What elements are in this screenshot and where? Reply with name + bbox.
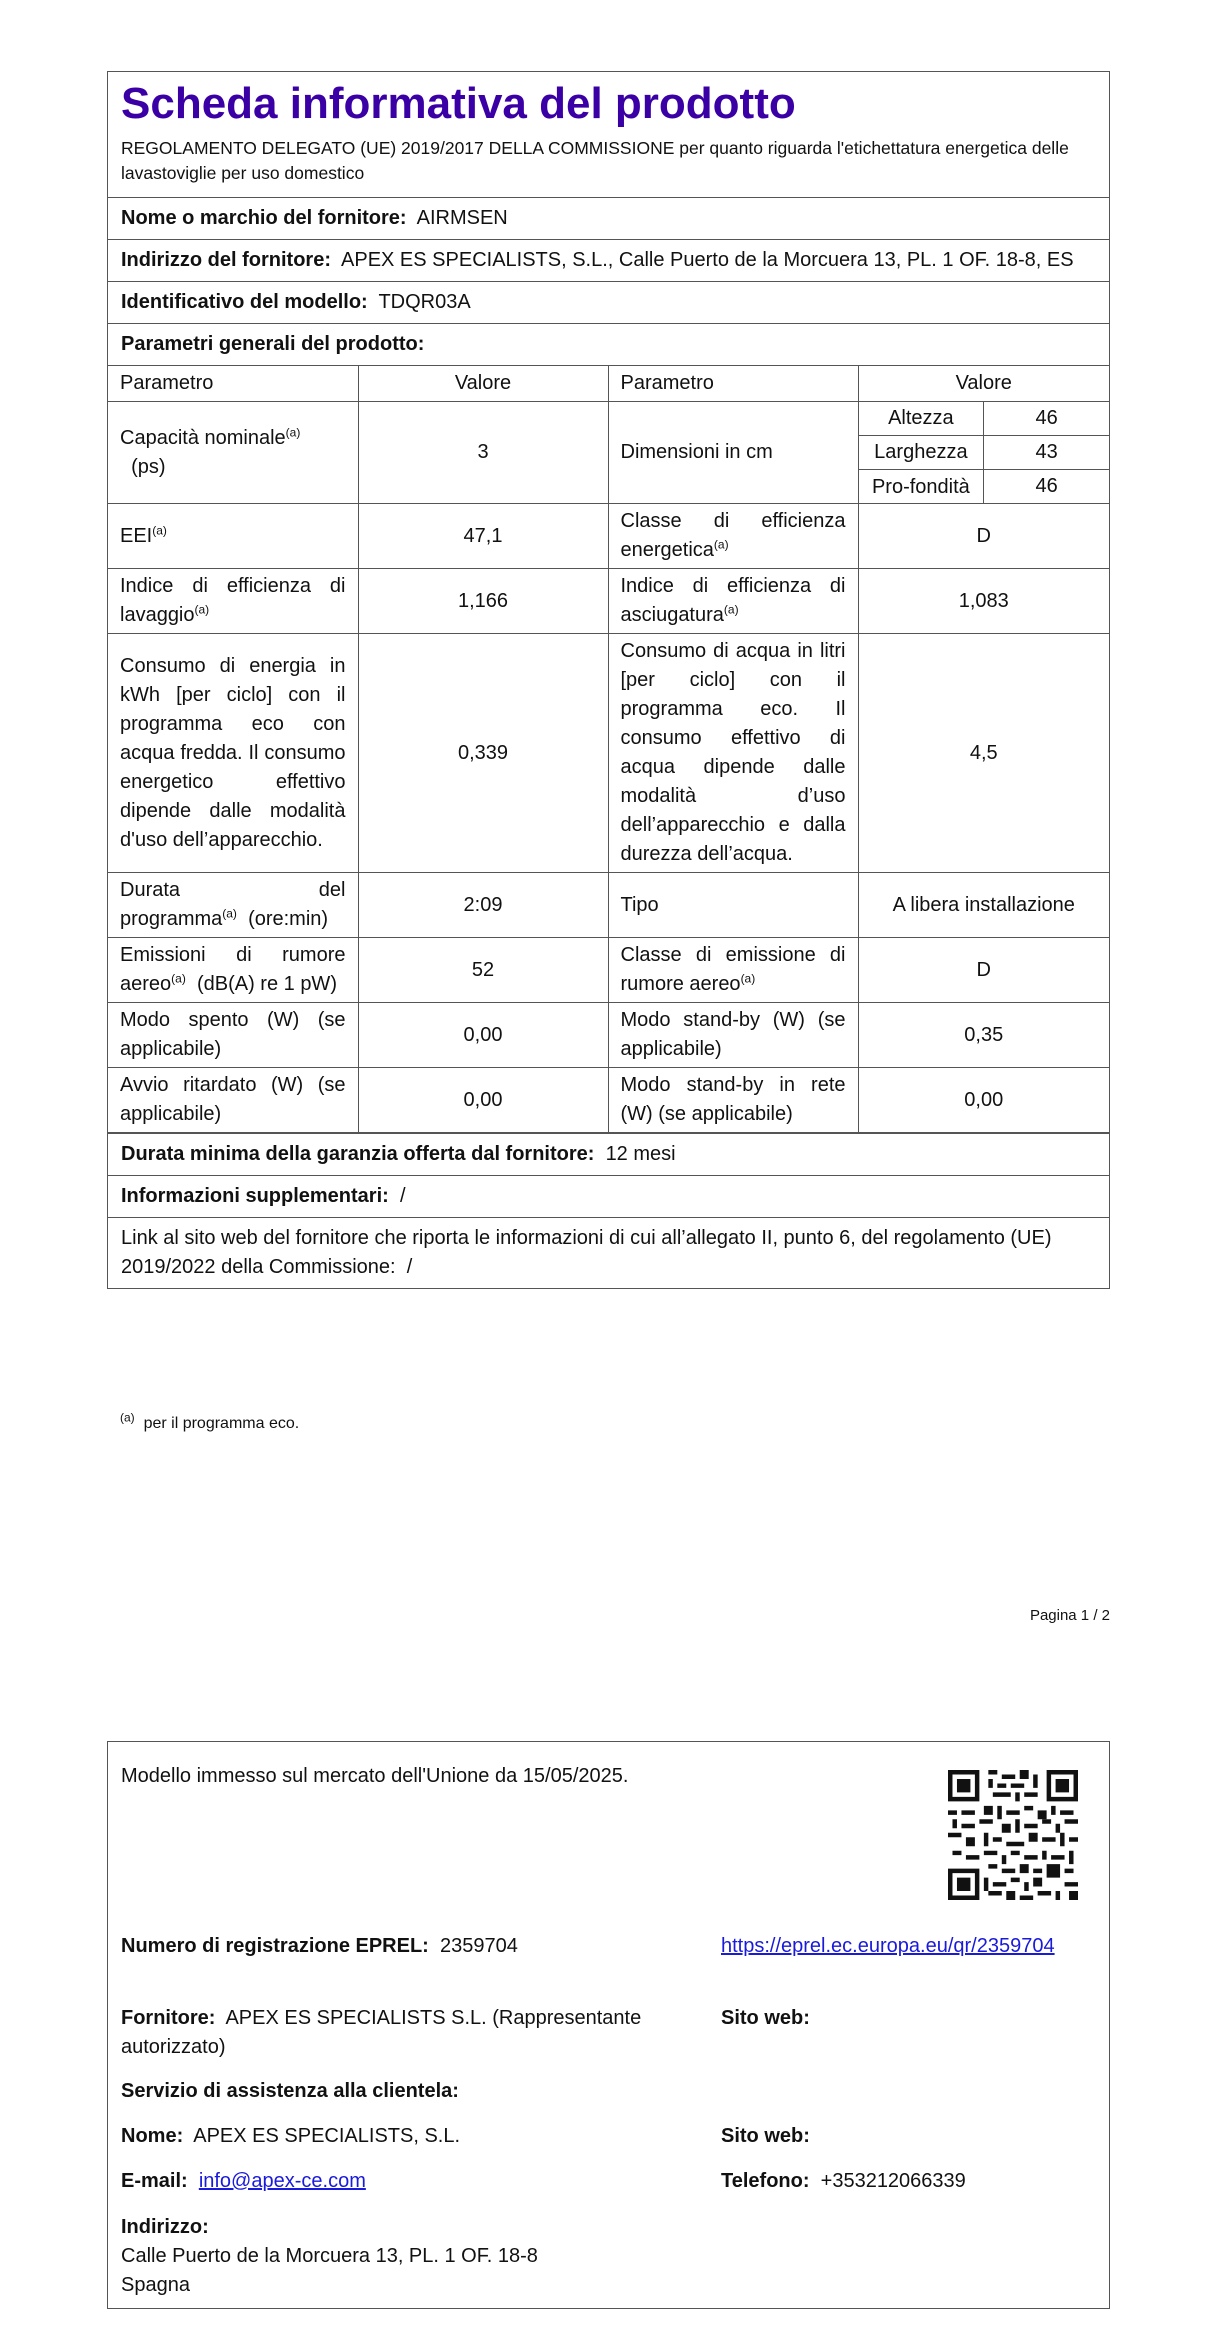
col-header-value-2: Valore [858, 366, 1109, 402]
supplier-address-value: APEX ES SPECIALISTS, S.L., Calle Puerto de la Morcuera 13, PL. 1 OF. 18-8, ES [341, 249, 1074, 272]
table-row [108, 938, 1109, 1003]
eprel-row [121, 1932, 518, 1961]
service-title: Servizio di assistenza alla clientela: [121, 2080, 459, 2102]
duration-value: 2:09 [358, 873, 608, 938]
footnote-text: per il programma eco. [143, 1415, 300, 1432]
standby-label: Modo stand-by (W) (se applicabile) [608, 1003, 858, 1068]
dimensions-label: Dimensioni in cm [608, 402, 858, 504]
col-header-param-2: Parametro [608, 366, 858, 402]
noise-class-label-cell [608, 938, 858, 1003]
eei-label: EEI [120, 524, 153, 547]
dimensions-cell [858, 402, 1109, 504]
email-row [121, 2167, 366, 2196]
supplier-name-value: AIRMSEN [416, 207, 508, 230]
capacity-label: Capacità nominale [120, 426, 286, 449]
superscript-a: (a) [713, 537, 729, 552]
height-value: 46 [984, 402, 1109, 436]
col-header-value: Valore [358, 366, 608, 402]
water-consumption-label: Consumo di acqua in litri [per ciclo] con il programma eco. Il consumo effettivo di acqua dipende dalle modalità d’uso dell’apparecchio e dalla durezza dell’acqua. [608, 634, 858, 873]
service-website-label: Sito web: [721, 2125, 810, 2147]
noise-label: Emissioni di rumore aereo [120, 944, 346, 996]
width-label: Larghezza [859, 436, 984, 470]
phone-value: +353212066339 [820, 2170, 966, 2192]
superscript-a: (a) [285, 425, 301, 440]
weblink-row [108, 1218, 1109, 1288]
supplier-name-label: Nome o marchio del fornitore: [121, 207, 407, 230]
weblink-text: Link al sito web del fornitore che riporta le informazioni di cui all’allegato II, punto 6, del regolamento (UE) 2019/2022 della Commissione: [121, 1227, 1052, 1279]
phone-label: Telefono: [721, 2170, 810, 2192]
regulation-text: REGOLAMENTO DELEGATO (UE) 2019/2017 DELLA COMMISSIONE per quanto riguarda l'etichettatura energetica delle lavastoviglie per uso domestico [121, 138, 1069, 183]
noise-unit: (dB(A) re 1 pW) [196, 973, 337, 996]
superscript-a: (a) [194, 602, 210, 617]
params-header-row [108, 366, 1109, 402]
capacity-label-cell [108, 402, 358, 504]
noise-value: 52 [358, 938, 608, 1003]
width-value: 43 [984, 436, 1109, 470]
depth-label: Pro-fondità [859, 470, 984, 504]
address-label: Indirizzo: [121, 2216, 209, 2238]
warranty-label: Durata minima della garanzia offerta dal fornitore: [121, 1143, 595, 1166]
network-standby-value: 0,00 [858, 1068, 1109, 1133]
delay-label: Avvio ritardato (W) (se applicabile) [108, 1068, 358, 1133]
address-line-1: Calle Puerto de la Morcuera 13, PL. 1 OF. 18-8 [121, 2245, 538, 2267]
noise-class-value: D [858, 938, 1109, 1003]
dimensions-table [859, 402, 1110, 503]
warranty-row [108, 1134, 1109, 1176]
warranty-value: 12 mesi [605, 1143, 676, 1166]
duration-unit: (ore:min) [248, 908, 329, 931]
additional-info-value: / [399, 1185, 406, 1208]
footnote-mark: (a) [120, 1410, 135, 1425]
website-label: Sito web: [721, 2007, 810, 2029]
model-row [108, 282, 1109, 324]
off-mode-label: Modo spento (W) (se applicabile) [108, 1003, 358, 1068]
phone-row [721, 2167, 966, 2196]
table-row [108, 402, 1109, 504]
cleaning-index-label-cell [108, 569, 358, 634]
supplier-address-row [108, 240, 1109, 282]
fornitore-label: Fornitore: [121, 2007, 216, 2029]
duration-label-cell [108, 873, 358, 938]
capacity-value: 3 [358, 402, 608, 504]
page-number: Pagina 1 / 2 [1029, 1607, 1110, 1624]
energy-class-label-cell [608, 504, 858, 569]
standby-value: 0,35 [858, 1003, 1109, 1068]
eei-label-cell [108, 504, 358, 569]
height-label: Altezza [859, 402, 984, 436]
additional-info-label: Informazioni supplementari: [121, 1185, 389, 1208]
service-name-value: APEX ES SPECIALISTS, S.L. [193, 2125, 461, 2147]
page-title: Scheda informativa del prodotto [121, 79, 796, 128]
table-row [108, 873, 1109, 938]
table-row [108, 634, 1109, 873]
drying-index-label: Indice di efficienza di asciugatura [620, 575, 846, 627]
supplier-name-row [108, 198, 1109, 240]
energy-consumption-label: Consumo di energia in kWh [per ciclo] con il programma eco con acqua fredda. Il consumo energetico effettivo dipende dalle modalità d'uso dell’apparecchio. [108, 634, 358, 873]
superscript-a: (a) [740, 971, 756, 986]
cleaning-index-label: Indice di efficienza di lavaggio [120, 575, 346, 627]
off-mode-value: 0,00 [358, 1003, 608, 1068]
address-line-2: Spagna [121, 2274, 190, 2296]
network-standby-label: Modo stand-by in rete (W) (se applicabile) [608, 1068, 858, 1133]
drying-index-value: 1,083 [858, 569, 1109, 634]
params-section-title: Parametri generali del prodotto: [121, 333, 425, 356]
footnote [120, 1412, 299, 1435]
type-value: A libera installazione [858, 873, 1109, 938]
additional-info-row [108, 1176, 1109, 1218]
delay-value: 0,00 [358, 1068, 608, 1133]
model-value: TDQR03A [378, 291, 471, 314]
email-label: E-mail: [121, 2170, 188, 2192]
params-section-title-row [108, 324, 1109, 366]
table-row [108, 1068, 1109, 1133]
energy-consumption-value: 0,339 [358, 634, 608, 873]
superscript-a: (a) [222, 906, 237, 921]
product-information-sheet [107, 71, 1110, 1289]
superscript-a: (a) [171, 971, 186, 986]
eprel-value: 2359704 [439, 1935, 518, 1957]
eei-value: 47,1 [358, 504, 608, 569]
cleaning-index-value: 1,166 [358, 569, 608, 634]
market-info-box [107, 1741, 1110, 2309]
energy-class-label: Classe di efficienza energetica [620, 510, 846, 562]
supplier-address-label: Indirizzo del fornitore: [121, 249, 331, 272]
eprel-link[interactable]: https://eprel.ec.europa.eu/qr/2359704 [721, 1935, 1055, 1957]
capacity-unit: (ps) [131, 455, 166, 478]
noise-label-cell [108, 938, 358, 1003]
fornitore-row [121, 2004, 701, 2062]
energy-class-value: D [858, 504, 1109, 569]
sheet-header [108, 72, 1109, 198]
superscript-a: (a) [723, 602, 739, 617]
water-consumption-value: 4,5 [858, 634, 1109, 873]
drying-index-label-cell [608, 569, 858, 634]
duration-label: Durata del programma [120, 879, 346, 931]
weblink-value: / [406, 1256, 413, 1279]
qr-code-icon[interactable] [948, 1770, 1078, 1900]
table-row [108, 1003, 1109, 1068]
eprel-label: Numero di registrazione EPREL: [121, 1935, 429, 1957]
model-label: Identificativo del modello: [121, 291, 368, 314]
service-name-label: Nome: [121, 2125, 184, 2147]
email-link[interactable]: info@apex-ce.com [198, 2170, 366, 2192]
service-name-row [121, 2122, 460, 2151]
market-placed-text: Modello immesso sul mercato dell'Unione da 15/05/2025. [121, 1765, 629, 1787]
noise-class-label: Classe di emissione di rumore aereo [620, 944, 846, 996]
depth-value: 46 [984, 470, 1109, 504]
superscript-a: (a) [152, 523, 167, 538]
fornitore-value: APEX ES SPECIALISTS S.L. (Rappresentante autorizzato) [121, 2007, 642, 2058]
col-header-param: Parametro [108, 366, 358, 402]
table-row [108, 504, 1109, 569]
params-table [108, 366, 1109, 1133]
table-row [108, 569, 1109, 634]
params-table-wrapper [108, 366, 1109, 1134]
type-label: Tipo [608, 873, 858, 938]
